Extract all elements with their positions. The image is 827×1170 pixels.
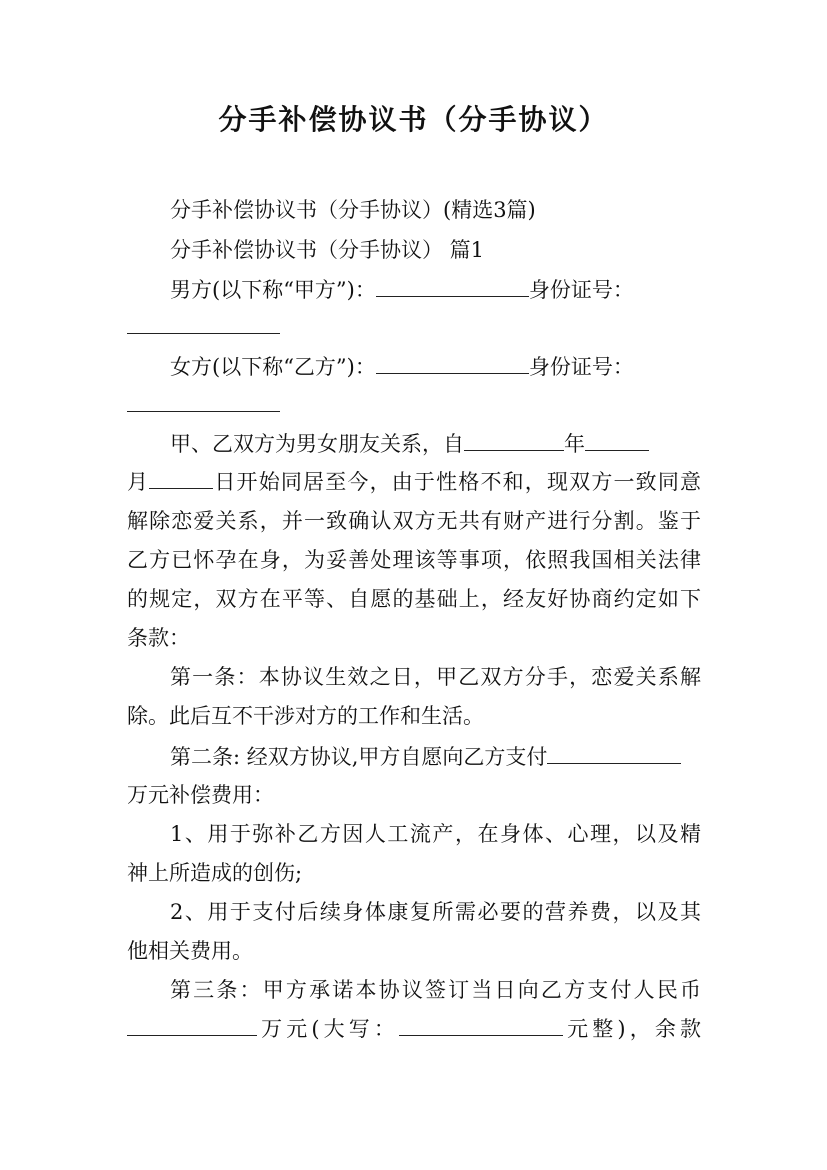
page-title: 分手补偿协议书（分手协议） (218, 103, 609, 136)
item-2-line: 他相关费用。 (127, 939, 253, 963)
female-name-blank (376, 372, 529, 374)
year-blank (464, 449, 564, 451)
subtitle: 分手补偿协议书（分手协议）(精选3篇) (170, 198, 536, 222)
paragraph-line (127, 462, 701, 502)
payment-amount-blank (127, 1034, 257, 1036)
paragraph-line: 乙方已怀孕在身，为妥善处理该等事项，依照我国相关法律 (127, 548, 701, 572)
item-1-line: 神上所造成的创伤; (127, 861, 303, 885)
item-1-line: 1、用于弥补乙方因人工流产，在身体、心理，以及精 (170, 822, 701, 846)
article-2-line: 万元补偿费用： (127, 783, 274, 807)
male-name-blank (376, 295, 529, 297)
male-id-line (127, 307, 280, 347)
paragraph-line: 条款： (127, 626, 190, 650)
section-heading: 分手补偿协议书（分手协议） 篇1 (170, 238, 485, 262)
article-3-text: 元整)，余款 (563, 1017, 701, 1041)
article-3-text: 万元(大写： (257, 1017, 400, 1041)
paragraph-text: 日开始同居至今，由于性格不和，现双方一致同意 (213, 470, 702, 494)
article-1-line: 除。此后互不干涉对方的工作和生活。 (127, 704, 484, 728)
item-2-line: 2、用于支付后续身体康复所需必要的营养费，以及其 (170, 900, 701, 924)
month-blank (585, 449, 649, 451)
male-id-label: 身份证号： (528, 278, 634, 302)
male-id-blank (127, 332, 280, 334)
female-party-line (170, 347, 701, 387)
male-party-label: 男方(以下称“甲方”)： (170, 278, 376, 302)
article-1-line: 第一条：本协议生效之日，甲乙双方分手，恋爱关系解 (170, 665, 701, 689)
year-label: 年 (564, 432, 585, 456)
day-blank (149, 487, 213, 489)
article-2-line (170, 737, 701, 777)
female-id-blank (127, 410, 280, 412)
female-id-line (127, 385, 280, 425)
female-party-label: 女方(以下称“乙方”)： (170, 355, 376, 379)
payment-words-blank (399, 1034, 563, 1036)
paragraph-line (170, 424, 701, 464)
paragraph-text: 甲、乙双方为男女朋友关系，自 (170, 432, 464, 456)
compensation-amount-blank (547, 762, 681, 764)
paragraph-line: 的规定，双方在平等、自愿的基础上，经友好协商约定如下 (127, 587, 701, 611)
male-party-line (170, 270, 701, 310)
month-label: 月 (127, 470, 150, 494)
article-3-line (127, 1009, 701, 1049)
article-3-line: 第三条：甲方承诺本协议签订当日向乙方支付人民币 (170, 978, 701, 1002)
female-id-label: 身份证号： (528, 355, 634, 379)
paragraph-line: 解除恋爱关系，并一致确认双方无共有财产进行分割。鉴于 (127, 509, 701, 533)
article-2-text: 第二条: 经双方协议,甲方自愿向乙方支付 (170, 745, 548, 769)
